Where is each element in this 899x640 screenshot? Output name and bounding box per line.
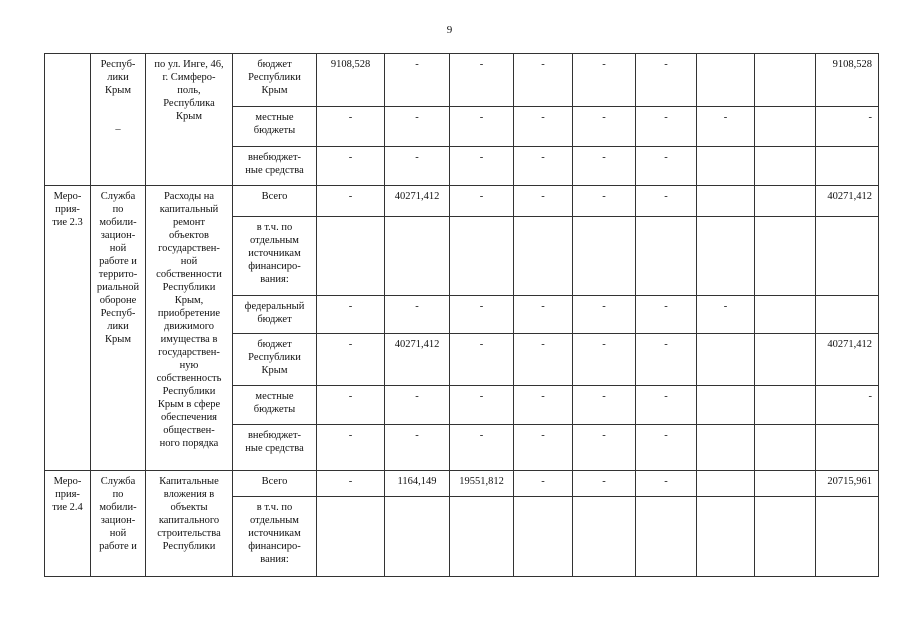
value-cell — [697, 497, 755, 577]
value-cell — [317, 497, 385, 577]
value-cell — [755, 54, 816, 107]
funding-source-cell: местные бюджеты — [233, 107, 317, 147]
value-cell: - — [450, 107, 514, 147]
table-row — [45, 186, 879, 217]
value-cell: - — [636, 471, 697, 497]
value-cell: - — [385, 296, 450, 334]
value-cell — [514, 497, 573, 577]
value-cell: - — [573, 471, 636, 497]
value-cell — [697, 147, 755, 186]
funding-source-cell: федеральный бюджет — [233, 296, 317, 334]
value-cell: - — [385, 147, 450, 186]
value-cell — [697, 54, 755, 107]
value-cell — [317, 217, 385, 296]
funding-source-cell: внебюджет- ные средства — [233, 147, 317, 186]
funding-source-cell: бюджет Республики Крым — [233, 334, 317, 386]
value-cell — [697, 425, 755, 471]
value-cell: - — [636, 334, 697, 386]
value-cell: - — [317, 471, 385, 497]
funding-source-cell: бюджет Республики Крым — [233, 54, 317, 107]
value-cell — [697, 386, 755, 425]
value-cell: - — [317, 107, 385, 147]
value-cell — [755, 147, 816, 186]
description-cell: Расходы на капитальный ремонт объектов государствен- ной собственности Республики Крым, приобретение движимого имущества в государствен- ную собственность Республики Крым в сфере обеспечения обществен- ного порядка — [146, 186, 233, 471]
value-cell: - — [697, 296, 755, 334]
value-cell — [755, 186, 816, 217]
table-row — [45, 471, 879, 497]
value-cell: 1164,149 — [385, 471, 450, 497]
executor-cell: Респуб- лики Крым – — [91, 54, 146, 186]
value-cell: 40271,412 — [385, 186, 450, 217]
value-cell: - — [573, 386, 636, 425]
value-cell: - — [636, 186, 697, 217]
value-cell — [385, 217, 450, 296]
funding-source-cell: в т.ч. по отдельным источникам финансиро- вания: — [233, 497, 317, 577]
value-cell — [755, 334, 816, 386]
value-cell: - — [816, 107, 879, 147]
value-cell: 19551,812 — [450, 471, 514, 497]
value-cell — [816, 217, 879, 296]
value-cell — [816, 497, 879, 577]
value-cell: - — [450, 296, 514, 334]
value-cell: - — [385, 425, 450, 471]
value-cell — [636, 497, 697, 577]
value-cell: 40271,412 — [816, 334, 879, 386]
value-cell — [573, 497, 636, 577]
value-cell: - — [636, 386, 697, 425]
value-cell: - — [573, 334, 636, 386]
value-cell: - — [636, 147, 697, 186]
value-cell: - — [573, 425, 636, 471]
value-cell — [697, 186, 755, 217]
value-cell: 20715,961 — [816, 471, 879, 497]
value-cell: - — [573, 107, 636, 147]
value-cell: - — [514, 186, 573, 217]
value-cell: 40271,412 — [816, 186, 879, 217]
value-cell: - — [573, 147, 636, 186]
value-cell: - — [816, 386, 879, 425]
funding-source-cell: Всего — [233, 471, 317, 497]
funding-source-cell: Всего — [233, 186, 317, 217]
value-cell — [755, 425, 816, 471]
value-cell — [816, 425, 879, 471]
value-cell: - — [573, 296, 636, 334]
value-cell: - — [697, 107, 755, 147]
value-cell — [697, 334, 755, 386]
value-cell — [573, 217, 636, 296]
value-cell — [755, 107, 816, 147]
table-row — [45, 54, 879, 107]
value-cell: 40271,412 — [385, 334, 450, 386]
value-cell: - — [450, 425, 514, 471]
value-cell: - — [573, 54, 636, 107]
value-cell — [816, 147, 879, 186]
description-cell: Капитальные вложения в объекты капитального строительства Республики — [146, 471, 233, 577]
value-cell: - — [385, 386, 450, 425]
value-cell: - — [514, 54, 573, 107]
value-cell: - — [317, 334, 385, 386]
value-cell: - — [385, 107, 450, 147]
executor-cell: Служба по мобили- зацион- ной работе и — [91, 471, 146, 577]
value-cell: 9108,528 — [816, 54, 879, 107]
value-cell: - — [573, 186, 636, 217]
value-cell — [514, 217, 573, 296]
value-cell: - — [317, 296, 385, 334]
page-number: 9 — [446, 24, 453, 36]
measure-cell — [45, 54, 91, 186]
value-cell: - — [450, 186, 514, 217]
value-cell — [755, 497, 816, 577]
value-cell: - — [514, 386, 573, 425]
value-cell: - — [450, 147, 514, 186]
value-cell: - — [514, 425, 573, 471]
executor-cell: Служба по мобили- зацион- ной работе и террито- риальной обороне Респуб- лики Крым — [91, 186, 146, 471]
budget-table — [44, 53, 879, 577]
value-cell — [755, 471, 816, 497]
value-cell: - — [636, 296, 697, 334]
measure-cell: Меро- прия- тие 2.3 — [45, 186, 91, 471]
value-cell — [697, 217, 755, 296]
value-cell — [450, 497, 514, 577]
value-cell: - — [514, 334, 573, 386]
value-cell — [636, 217, 697, 296]
value-cell: - — [636, 425, 697, 471]
value-cell — [755, 386, 816, 425]
funding-source-cell: внебюджет- ные средства — [233, 425, 317, 471]
value-cell: - — [514, 471, 573, 497]
value-cell: - — [385, 54, 450, 107]
value-cell: - — [514, 147, 573, 186]
value-cell — [755, 217, 816, 296]
value-cell — [450, 217, 514, 296]
funding-source-cell: местные бюджеты — [233, 386, 317, 425]
value-cell: - — [636, 54, 697, 107]
value-cell: - — [514, 107, 573, 147]
value-cell: - — [450, 386, 514, 425]
value-cell — [385, 497, 450, 577]
value-cell: - — [514, 296, 573, 334]
measure-cell: Меро- прия- тие 2.4 — [45, 471, 91, 577]
value-cell: - — [317, 186, 385, 217]
value-cell — [816, 296, 879, 334]
value-cell: - — [317, 147, 385, 186]
value-cell — [697, 471, 755, 497]
value-cell: - — [450, 54, 514, 107]
value-cell — [755, 296, 816, 334]
funding-source-cell: в т.ч. по отдельным источникам финансиро- вания: — [233, 217, 317, 296]
value-cell: - — [317, 425, 385, 471]
value-cell: - — [317, 386, 385, 425]
value-cell: - — [636, 107, 697, 147]
value-cell: - — [450, 334, 514, 386]
value-cell: 9108,528 — [317, 54, 385, 107]
description-cell: по ул. Инге, 46, г. Симферо- поль, Республика Крым — [146, 54, 233, 186]
table-body — [45, 54, 879, 577]
